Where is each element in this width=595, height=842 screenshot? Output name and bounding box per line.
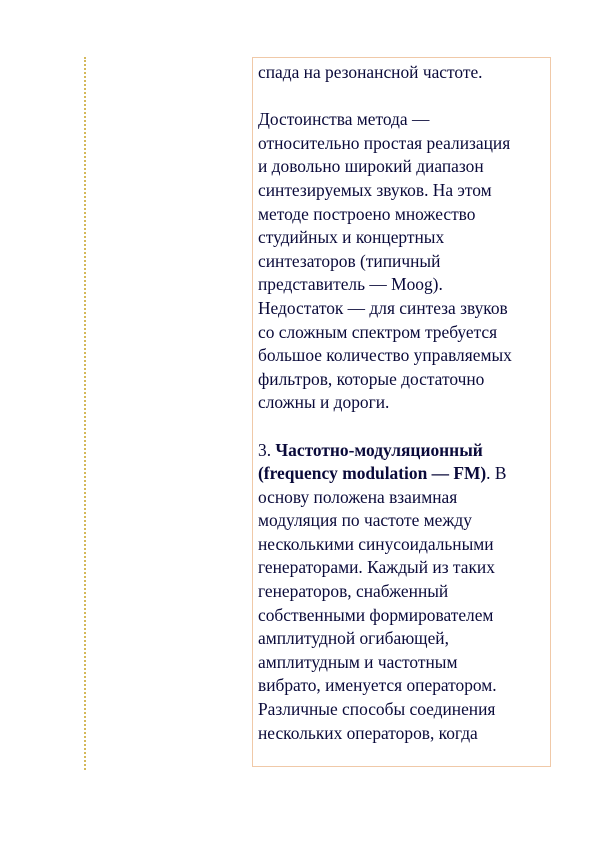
text-line: модуляция по частоте между xyxy=(258,510,472,531)
text-line xyxy=(258,462,550,486)
text-line: и довольно широкий диапазон xyxy=(258,156,484,177)
text-line: нескольких операторов, когда xyxy=(258,722,478,743)
paragraph-continuation xyxy=(258,61,550,85)
text-line: собственными формирователем xyxy=(258,604,494,625)
item-number: 3. xyxy=(258,439,276,460)
text-fragment: . В xyxy=(486,463,507,484)
text-line: студийных и концертных xyxy=(258,227,445,248)
text-line: синтезаторов (типичный xyxy=(258,250,441,271)
text-line: амплитудной огибающей, xyxy=(258,628,449,649)
text-line: несколькими синусоидальными xyxy=(258,533,494,554)
text-line: относительно простая реализация xyxy=(258,132,511,153)
text-line: синтезируемых звуков. На этом xyxy=(258,179,492,200)
text-line: Различные способы соединения xyxy=(258,699,496,720)
text-line: вибрато, именуется оператором. xyxy=(258,675,497,696)
text-line: генераторами. Каждый из таких xyxy=(258,557,495,578)
text-line: основу положена взаимная xyxy=(258,486,458,507)
text-line: амплитудным и частотным xyxy=(258,651,458,672)
paragraph-gap xyxy=(258,415,550,439)
text-line: фильтров, которые достаточно xyxy=(258,368,485,389)
text-frame xyxy=(252,57,551,767)
text-line: генераторов, снабженный xyxy=(258,581,449,602)
paragraph-advantages xyxy=(258,108,550,415)
paragraph-fm-method xyxy=(258,439,550,746)
text-line: методе построено множество xyxy=(258,203,476,224)
text-line: представитель — Moog). xyxy=(258,274,443,295)
left-margin-rule xyxy=(84,57,86,770)
method-title-english: (frequency modulation — FM) xyxy=(258,463,487,484)
text-line: Достоинства метода — xyxy=(258,109,430,130)
text-line: спада на резонансной частоте. xyxy=(258,62,483,82)
paragraph-gap xyxy=(258,85,550,109)
text-line xyxy=(258,439,550,463)
method-title: Частотно-модуляционный xyxy=(275,439,483,460)
text-line: со сложным спектром требуется xyxy=(258,321,498,342)
text-line: большое количество управляемых xyxy=(258,345,512,366)
text-line: Недостаток — для синтеза звуков xyxy=(258,297,508,318)
text-line: сложны и дороги. xyxy=(258,392,390,413)
